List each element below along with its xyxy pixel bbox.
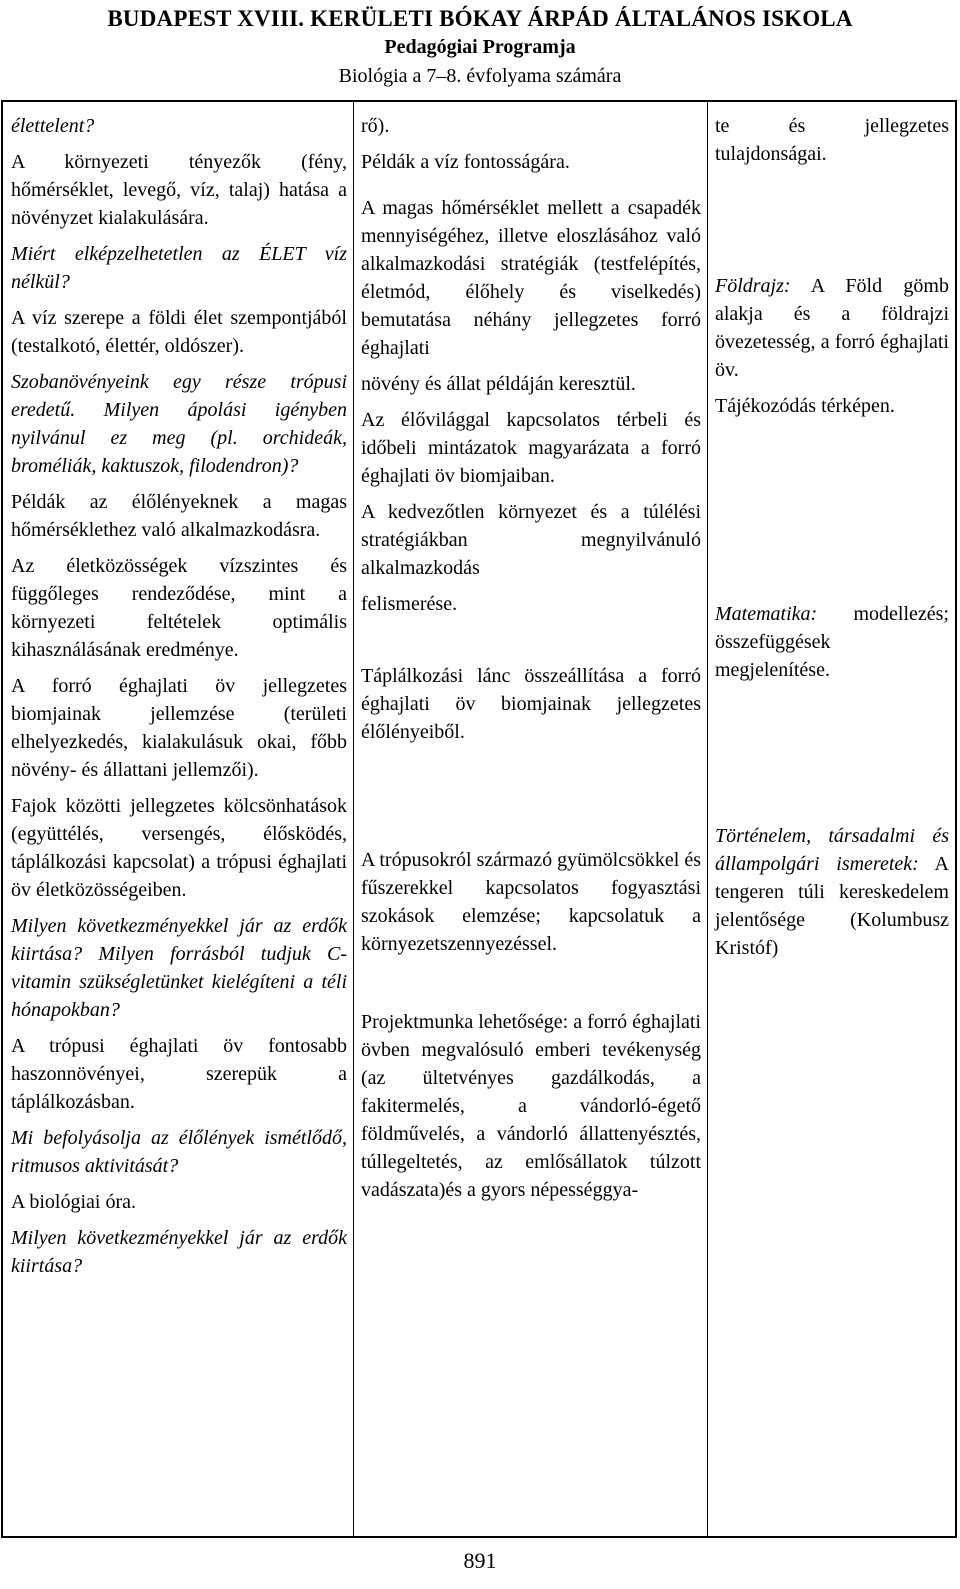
col2-paragraph: A kedvezőtlen környezet és a túlélési stratégiákban megnyilvánuló alkalmazkodás	[361, 501, 701, 579]
col2-paragraph: Projektmunka lehetősége: a forró éghajlati övben megvalósuló emberi tevékenység (az ültetvényes gazdálkodás, a fakitermelés, a vándorló-égető földművelés, a vándorló állattenyésztés, túllegeltetés, az emlősállatok túlzott vadászata)és a gyors népességgya-	[361, 1011, 701, 1201]
col1-paragraph: Fajok közötti jellegzetes kölcsönhatások (együttélés, versengés, élősködés, táplálkozási kapcsolat) a trópusi éghajlati öv életközösségeiben.	[11, 795, 347, 901]
col1-paragraph: Miért elképzelhetetlen az ÉLET víz nélkül?	[11, 243, 347, 293]
subject-label: Történelem, társadalmi és állampolgári ismeretek:	[715, 825, 949, 875]
col2-paragraph: Táplálkozási lánc összeállítása a forró éghajlati öv biomjainak jellegzetes élőlényeiből.	[361, 665, 701, 743]
col3-paragraph: Tájékozódás térképen.	[715, 395, 895, 417]
program-title: Pedagógiai Programja	[384, 36, 576, 58]
col3-paragraph	[715, 600, 949, 684]
subject-text: A tengeren túli kereskedelem jelentősége (Kolumbusz Kristóf)	[715, 853, 949, 959]
col2-paragraph: A magas hőmérséklet mellett a csapadék mennyiségéhez, illetve eloszlásához való alkalmazkodási stratégiák (testfelépítés, életmód, élőhely és viselkedés) bemutatása néhány jellegzetes forró éghajlati	[361, 197, 701, 359]
school-name: BUDAPEST XVIII. KERÜLETI BÓKAY ÁRPÁD ÁLTALÁNOS ISKOLA	[107, 6, 853, 31]
col1-paragraph: A forró éghajlati öv jellegzetes biomjainak jellemzése (területi elhelyezkedés, kialakulásuk okai, főbb növény- és állattani jellemzői).	[11, 675, 347, 781]
subject-text: A Föld gömb alakja és a földrajzi övezetesség, a forró éghajlati öv.	[715, 275, 949, 381]
col2-paragraph: Az élővilággal kapcsolatos térbeli és időbeli mintázatok magyarázata a forró éghajlati öv biomjaiban.	[361, 409, 701, 487]
col1-paragraph: A trópusi éghajlati öv fontosabb haszonnövényei, szerepük a táplálkozásban.	[11, 1035, 347, 1113]
col1-paragraph: Az életközösségek vízszintes és függőleges rendeződése, mint a környezeti feltételek optimális kihasználásának eredménye.	[11, 555, 347, 661]
page-number: 891	[463, 1548, 497, 1573]
column-questions	[3, 102, 354, 1536]
col3-paragraph: te és jellegzetes tulajdonságai.	[715, 115, 949, 165]
col2-paragraph: Példák a víz fontosságára.	[361, 151, 570, 173]
col3-paragraph	[715, 272, 949, 384]
col2-paragraph: rő).	[361, 115, 390, 137]
col2-paragraph: növény és állat példáján keresztül.	[361, 373, 636, 395]
col1-paragraph: Példák az élőlényeknek a magas hőmérséklethez való alkalmazkodásra.	[11, 491, 347, 541]
subject-label: Matematika:	[715, 603, 818, 625]
col1-paragraph: A környezeti tényezők (fény, hőmérséklet, levegő, víz, talaj) hatása a növényzet kialakulására.	[11, 151, 347, 229]
col1-paragraph: Mi befolyásolja az élőlények ismétlődő, ritmusos aktivitását?	[11, 1127, 347, 1177]
column-connections	[708, 102, 955, 1536]
subject-label: Földrajz:	[715, 275, 791, 297]
curriculum-table	[1, 100, 957, 1538]
col3-paragraph	[715, 822, 949, 962]
col2-paragraph: A trópusokról származó gyümölcsökkel és fűszerekkel kapcsolatos fogyasztási szokások elemzése; kapcsolatuk a környezetszennyezéssel.	[361, 849, 701, 955]
col2-paragraph: felismerése.	[361, 593, 458, 615]
col1-paragraph: Milyen következményekkel jár az erdők kiirtása? Milyen forrásból tudjuk C-vitamin szükségletünket kielégíteni a téli hónapokban?	[11, 915, 347, 1021]
col1-paragraph: Szobanövényeink egy része trópusi eredetű. Milyen ápolási igényben nyilvánul ez meg (pl. orchideák, broméliák, kaktuszok, filodendron)?	[11, 371, 347, 477]
subject-title: Biológia a 7–8. évfolyama számára	[338, 65, 622, 87]
page-header	[0, 4, 960, 91]
col1-paragraph: A víz szerepe a földi élet szempontjából (testalkotó, élettér, oldószer).	[11, 307, 347, 357]
col1-paragraph: A biológiai óra.	[11, 1191, 136, 1213]
col1-paragraph: Milyen következményekkel jár az erdők kiirtása?	[11, 1227, 347, 1277]
subject-text: modellezés; összefüggések megjelenítése.	[715, 603, 949, 681]
col1-paragraph: élettelent?	[11, 115, 95, 137]
column-activities	[354, 102, 708, 1536]
